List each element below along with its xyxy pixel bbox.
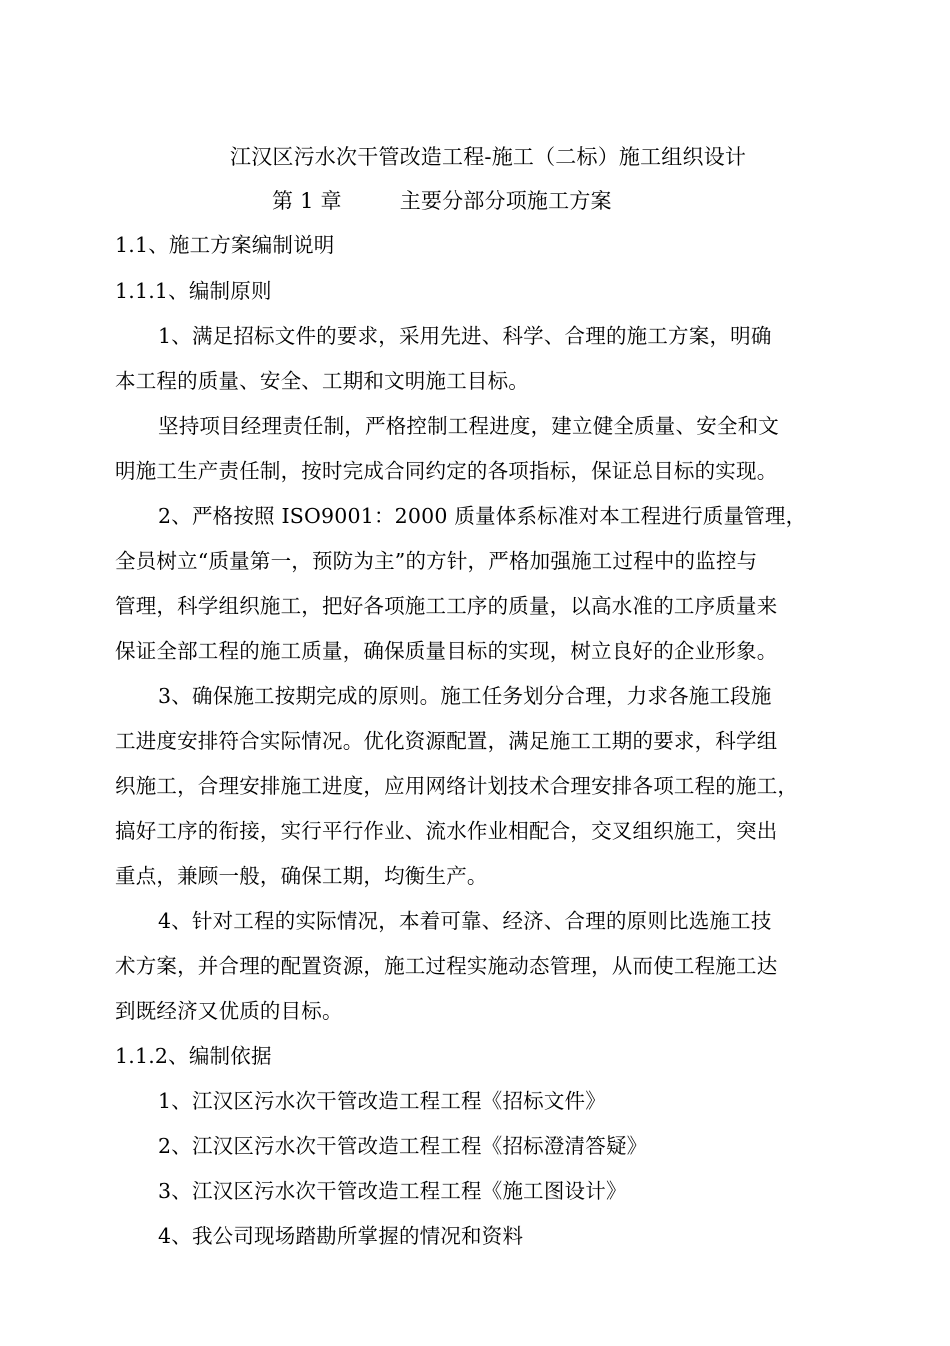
paragraph-line: 1、满足招标文件的要求，采用先进、科学、合理的施工方案，明确 <box>158 324 772 348</box>
paragraph-line: 搞好工序的衔接，实行平行作业、流水作业相配合，交叉组织施工，突出 <box>115 819 778 843</box>
basis-item: 4、我公司现场踏勘所掌握的情况和资料 <box>158 1224 524 1248</box>
paragraph-line: 到既经济又优质的目标。 <box>115 999 343 1023</box>
paragraph-line: 管理，科学组织施工，把好各项施工工序的质量，以高水准的工序质量来 <box>115 594 778 618</box>
paragraph-line: 织施工，合理安排施工进度，应用网络计划技术合理安排各项工程的施工， <box>115 774 799 798</box>
chapter-name: 主要分部分项施工方案 <box>399 189 612 213</box>
basis-item: 1、江汉区污水次干管改造工程工程《招标文件》 <box>158 1089 606 1113</box>
section-heading-1-1: 1.1、施工方案编制说明 <box>115 233 335 257</box>
chapter-heading <box>272 186 612 216</box>
paragraph-line: 全员树立“质量第一，预防为主”的方针，严格加强施工过程中的监控与 <box>115 549 758 573</box>
paragraph-line: 本工程的质量、安全、工期和文明施工目标。 <box>115 369 529 393</box>
basis-item: 2、江汉区污水次干管改造工程工程《招标澄清答疑》 <box>158 1134 648 1158</box>
section-heading-1-1-1: 1.1.1、编制原则 <box>115 279 272 303</box>
paragraph-line: 明施工生产责任制，按时完成合同约定的各项指标，保证总目标的实现。 <box>115 459 778 483</box>
paragraph-line: 3、确保施工按期完成的原则。施工任务划分合理，力求各施工段施 <box>158 684 772 708</box>
paragraph-line: 坚持项目经理责任制，严格控制工程进度，建立健全质量、安全和文 <box>158 414 779 438</box>
document-title: 江汉区污水次干管改造工程-施工（二标）施工组织设计 <box>230 145 747 169</box>
paragraph-line: 2、严格按照 ISO9001：2000 质量体系标准对本工程进行质量管理， <box>158 504 807 528</box>
paragraph-line: 重点，兼顾一般，确保工期，均衡生产。 <box>115 864 488 888</box>
paragraph-line: 4、针对工程的实际情况，本着可靠、经济、合理的原则比选施工技 <box>158 909 772 933</box>
paragraph-line: 工进度安排符合实际情况。优化资源配置，满足施工工期的要求，科学组 <box>115 729 778 753</box>
chapter-number: 第 1 章 <box>272 189 342 213</box>
paragraph-line: 术方案，并合理的配置资源，施工过程实施动态管理，从而使工程施工达 <box>115 954 778 978</box>
basis-item: 3、江汉区污水次干管改造工程工程《施工图设计》 <box>158 1179 627 1203</box>
paragraph-line: 保证全部工程的施工质量，确保质量目标的实现，树立良好的企业形象。 <box>115 639 778 663</box>
section-heading-1-1-2: 1.1.2、编制依据 <box>115 1044 272 1068</box>
